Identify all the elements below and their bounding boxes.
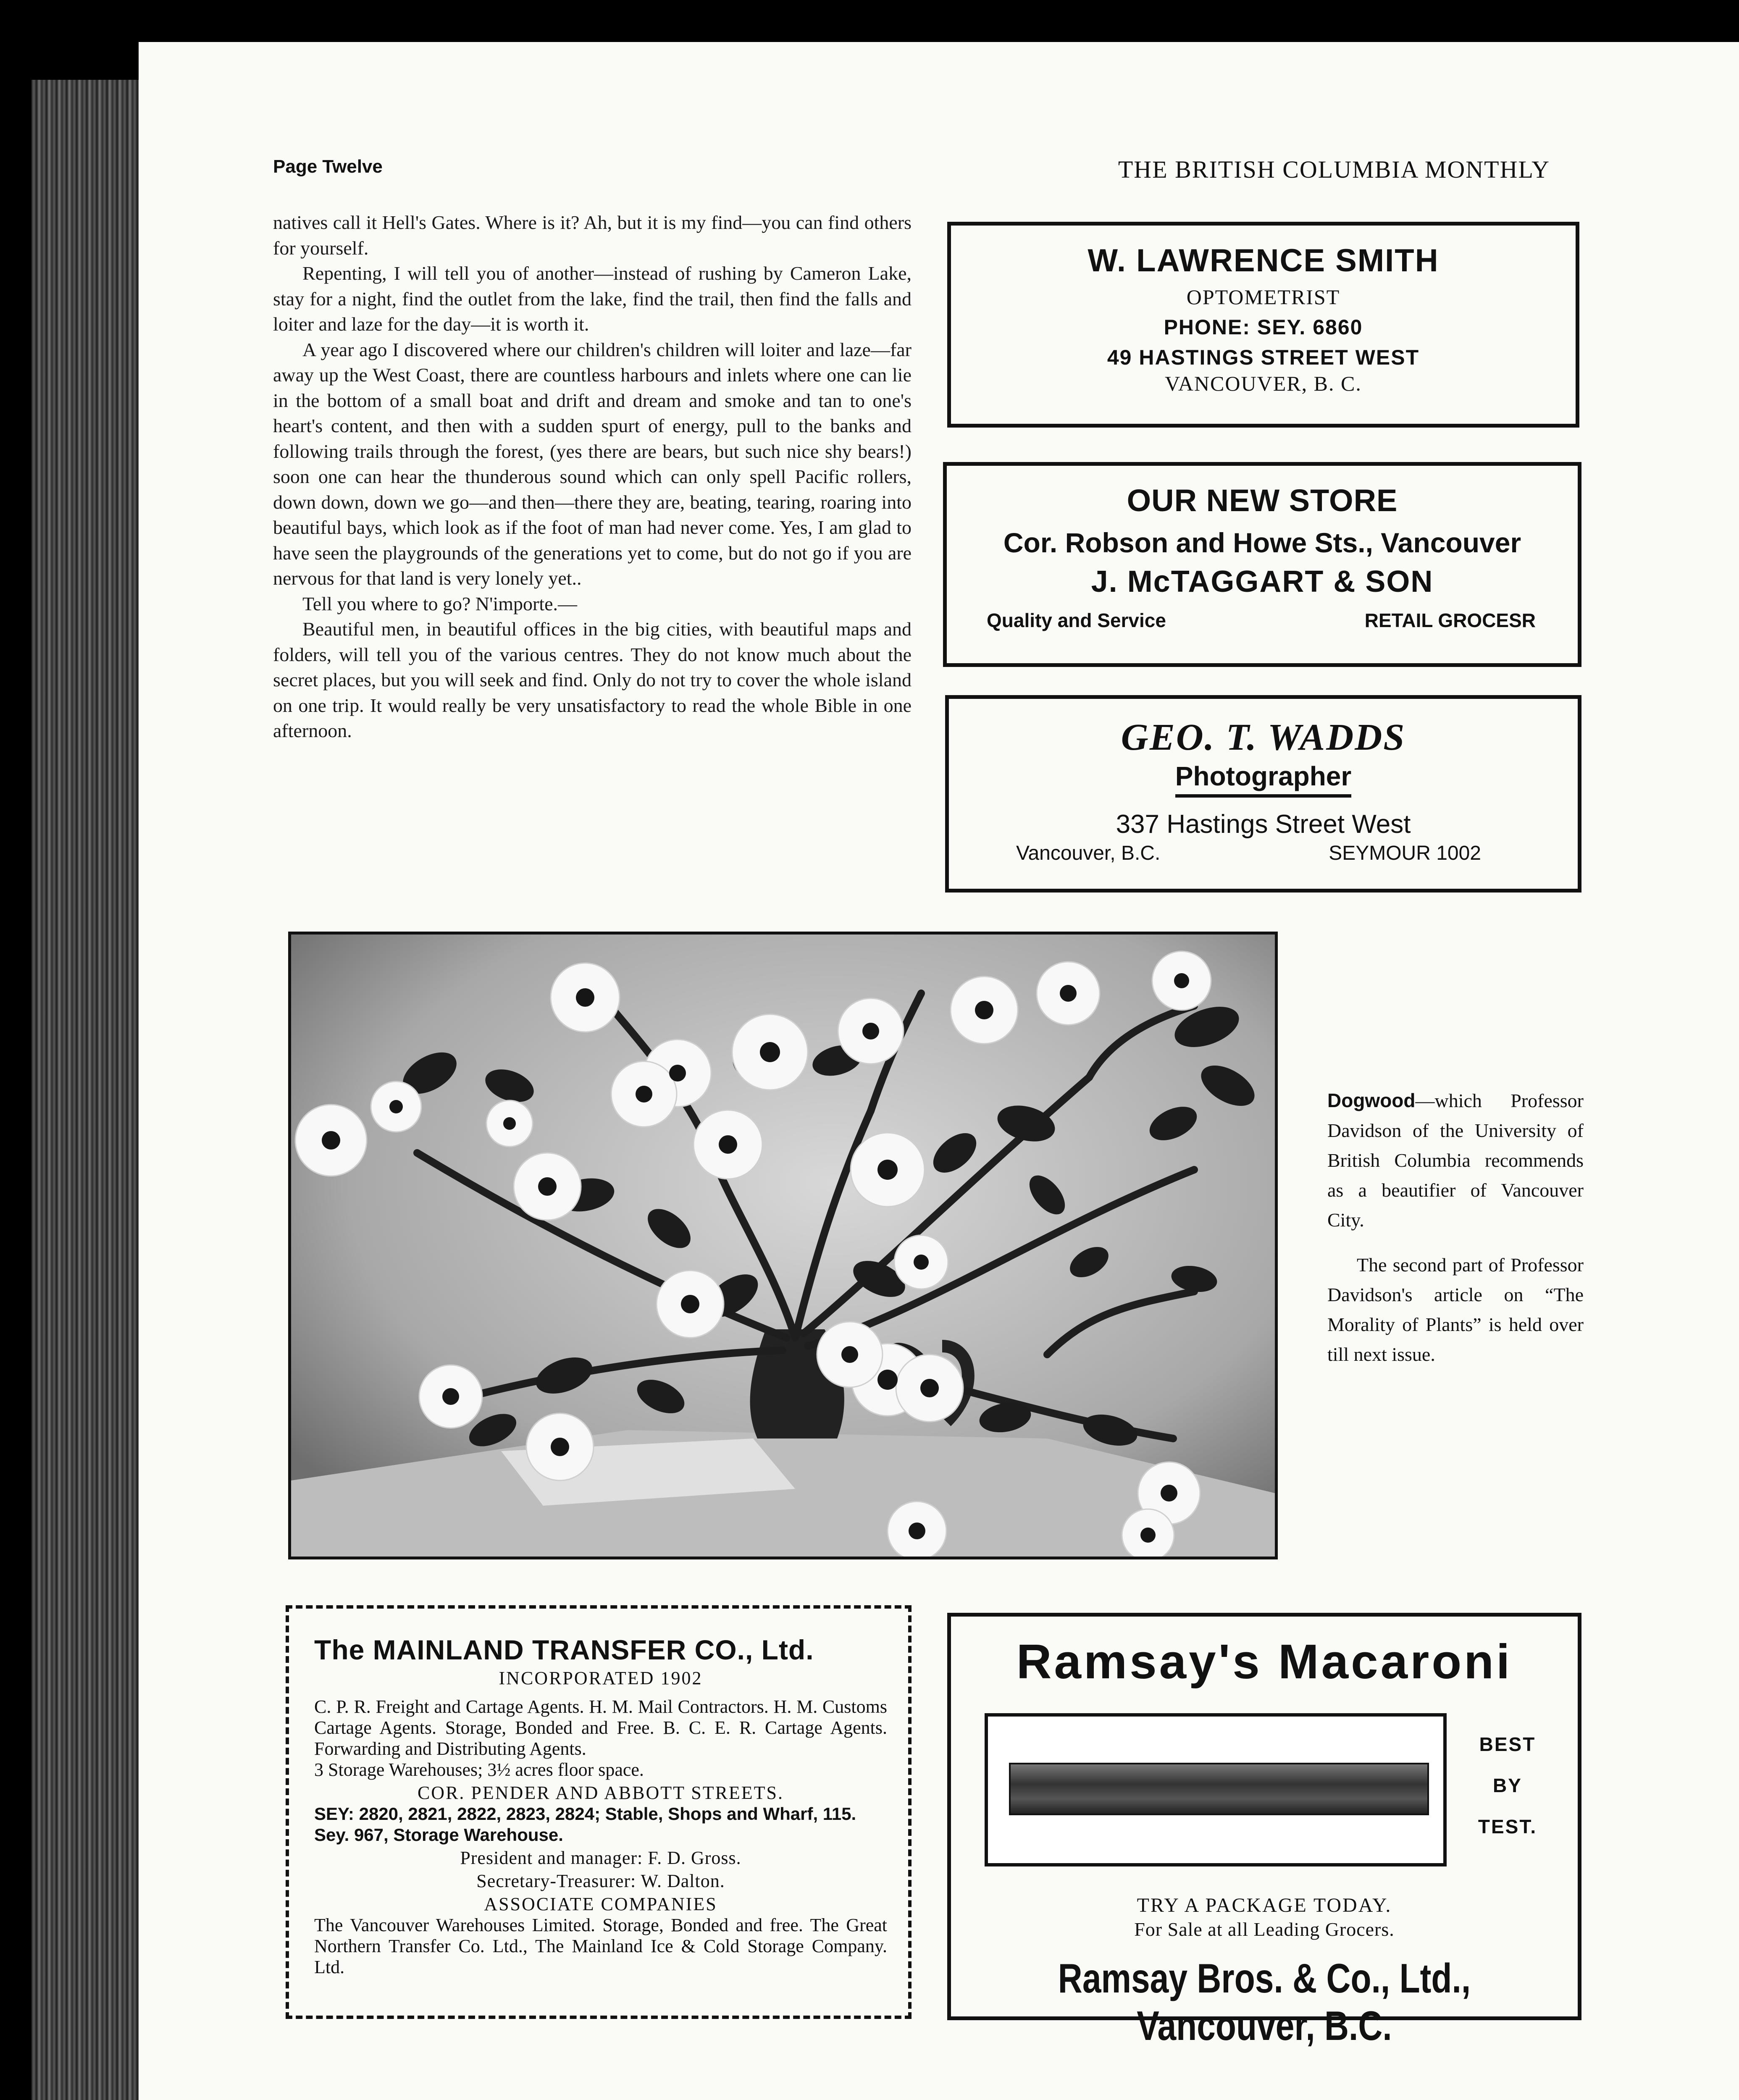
ad-smith-phone: PHONE: SEY. 6860	[1164, 315, 1363, 339]
ad-ramsay-name: Ramsay's Macaroni	[1016, 1634, 1513, 1689]
caption-paragraph	[1327, 1086, 1584, 1235]
ad-mainland-president: President and manager: F. D. Gross.	[460, 1848, 741, 1868]
ad-mainland-associates: The Vancouver Warehouses Limited. Storage, Bonded and free. The Great Northern Transfer Co. Ltd., The Mainland Ice & Cold Storage Company. Ltd.	[314, 1915, 887, 1977]
ad-mainland-associates-heading: ASSOCIATE COMPANIES	[484, 1894, 717, 1914]
ad-mainland-services: C. P. R. Freight and Cartage Agents. H. M. Mail Contractors. H. M. Customs Cartage Agents. Storage, Bonded and Free. B. C. E. R. Cartage Agents. Forwarding and Distributing Agents.	[314, 1696, 887, 1759]
caption-note: The second part of Professor Davidson's article on “The Morality of Plants” is held over till next issue.	[1327, 1254, 1584, 1365]
dogwood-photograph	[288, 932, 1278, 1559]
caption-text: —which Professor Davidson of the University of British Columbia recommends as a beautifier of Vancouver City.	[1327, 1090, 1584, 1231]
magazine-title: THE BRITISH COLUMBIA MONTHLY	[1118, 156, 1550, 183]
advertisement-wadds-photographer	[945, 695, 1581, 892]
macaroni-box	[1009, 1763, 1429, 1815]
caption-lead: Dogwood	[1327, 1089, 1416, 1111]
advertisement-smith-optometrist	[947, 222, 1579, 428]
advertisement-mainland-transfer	[286, 1605, 912, 2019]
ad-smith-address: 49 HASTINGS STREET WEST	[1107, 346, 1420, 369]
page-number-label: Page Twelve	[273, 156, 383, 177]
photo-caption	[1327, 1086, 1584, 1369]
ad-ramsay-try: TRY A PACKAGE TODAY.	[1137, 1894, 1392, 1916]
ad-mainland-warehouses: 3 Storage Warehouses; 3½ acres floor space.	[314, 1759, 644, 1780]
ad-ramsay-slogan	[1470, 1724, 1545, 1847]
ad-mctaggart-location: Cor. Robson and Howe Sts., Vancouver	[1003, 527, 1521, 558]
article-paragraph: A year ago I discovered where our children's children will loiter and laze—far away up the West Coast, there are countless harbours and inlets where one can lie in the bottom of a small boat and drift and dream and smoke and tan to one's heart's content, and then with a sudden spurt of energy, pull to the banks and following trails through the forest, (yes there are bears, but such nice shy bears!) soon one can hear the thunderous sound which can only spell Pacific rollers, down down, down we go—and then—there they are, beating, tearing, roaring into beautiful bays, which look as if the foot of man had never come. Yes, I am glad to have seen the playgrounds of the generations yet to come, but do not go if you are nervous for that land is very lonely yet..	[273, 339, 912, 589]
ad-ramsay-sale: For Sale at all Leading Grocers.	[1134, 1919, 1395, 1940]
advertisement-mctaggart-grocer	[943, 462, 1581, 667]
ad-mainland-phones: SEY: 2820, 2821, 2822, 2823, 2824; Stable, Shops and Wharf, 115. Sey. 967, Storage Warehouse.	[314, 1804, 856, 1845]
ad-ramsay-slogan-2: BY	[1493, 1774, 1522, 1796]
ad-wadds-city: Vancouver, B.C.	[1016, 842, 1161, 864]
ad-wadds-phone: SEYMOUR 1002	[1329, 842, 1481, 864]
ad-ramsay-slogan-3: TEST.	[1478, 1816, 1537, 1838]
ad-wadds-address: 337 Hastings Street West	[1116, 810, 1411, 839]
ad-mctaggart-firm: J. McTAGGART & SON	[1091, 565, 1434, 598]
article-paragraph: natives call it Hell's Gates. Where is it? Ah, but it is my find—you can find others for yourself.	[273, 212, 912, 259]
ad-mainland-corner: COR. PENDER AND ABBOTT STREETS.	[417, 1782, 784, 1803]
ad-wadds-name: GEO. T. WADDS	[1121, 717, 1406, 758]
article-paragraph: Beautiful men, in beautiful offices in the big cities, with beautiful maps and folders, will tell you of the various centres. They do not know much about the secret places, but you will seek and find. Only do not try to cover the whole island on one trip. It would really be very unsatisfactory to read the whole Bible in one afternoon.	[273, 618, 912, 741]
ad-mainland-secretary: Secretary-Treasurer: W. Dalton.	[476, 1871, 725, 1891]
advertisement-ramsay-macaroni	[947, 1613, 1581, 2049]
article-paragraph: Tell you where to go? N'importe.—	[302, 593, 578, 614]
ad-smith-profession: OPTOMETRIST	[1186, 285, 1340, 309]
ad-smith-city: VANCOUVER, B. C.	[1165, 372, 1362, 395]
ad-mainland-incorporated: INCORPORATED 1902	[499, 1668, 703, 1688]
ad-mctaggart-slogan: Quality and Service	[987, 609, 1166, 631]
ad-mctaggart-trade: RETAIL GROCESR	[1364, 609, 1536, 631]
ad-ramsay-firm: Ramsay Bros. & Co., Ltd., Vancouver, B.C.	[1058, 1955, 1471, 2049]
ad-ramsay-slogan-1: BEST	[1479, 1733, 1536, 1755]
ad-mctaggart-headline: OUR NEW STORE	[1127, 483, 1398, 518]
article-paragraph: Repenting, I will tell you of another—instead of rushing by Cameron Lake, stay for a night, find the outlet from the lake, find the trail, then find the falls and loiter and laze for the day—it is worth it.	[273, 262, 912, 335]
ad-mainland-title: The MAINLAND TRANSFER CO., Ltd.	[314, 1634, 814, 1665]
ad-wadds-profession: Photographer	[1175, 761, 1352, 798]
ad-smith-name: W. LAWRENCE SMITH	[1088, 243, 1439, 278]
article-column	[273, 210, 912, 744]
macaroni-package-picture	[985, 1713, 1447, 1866]
